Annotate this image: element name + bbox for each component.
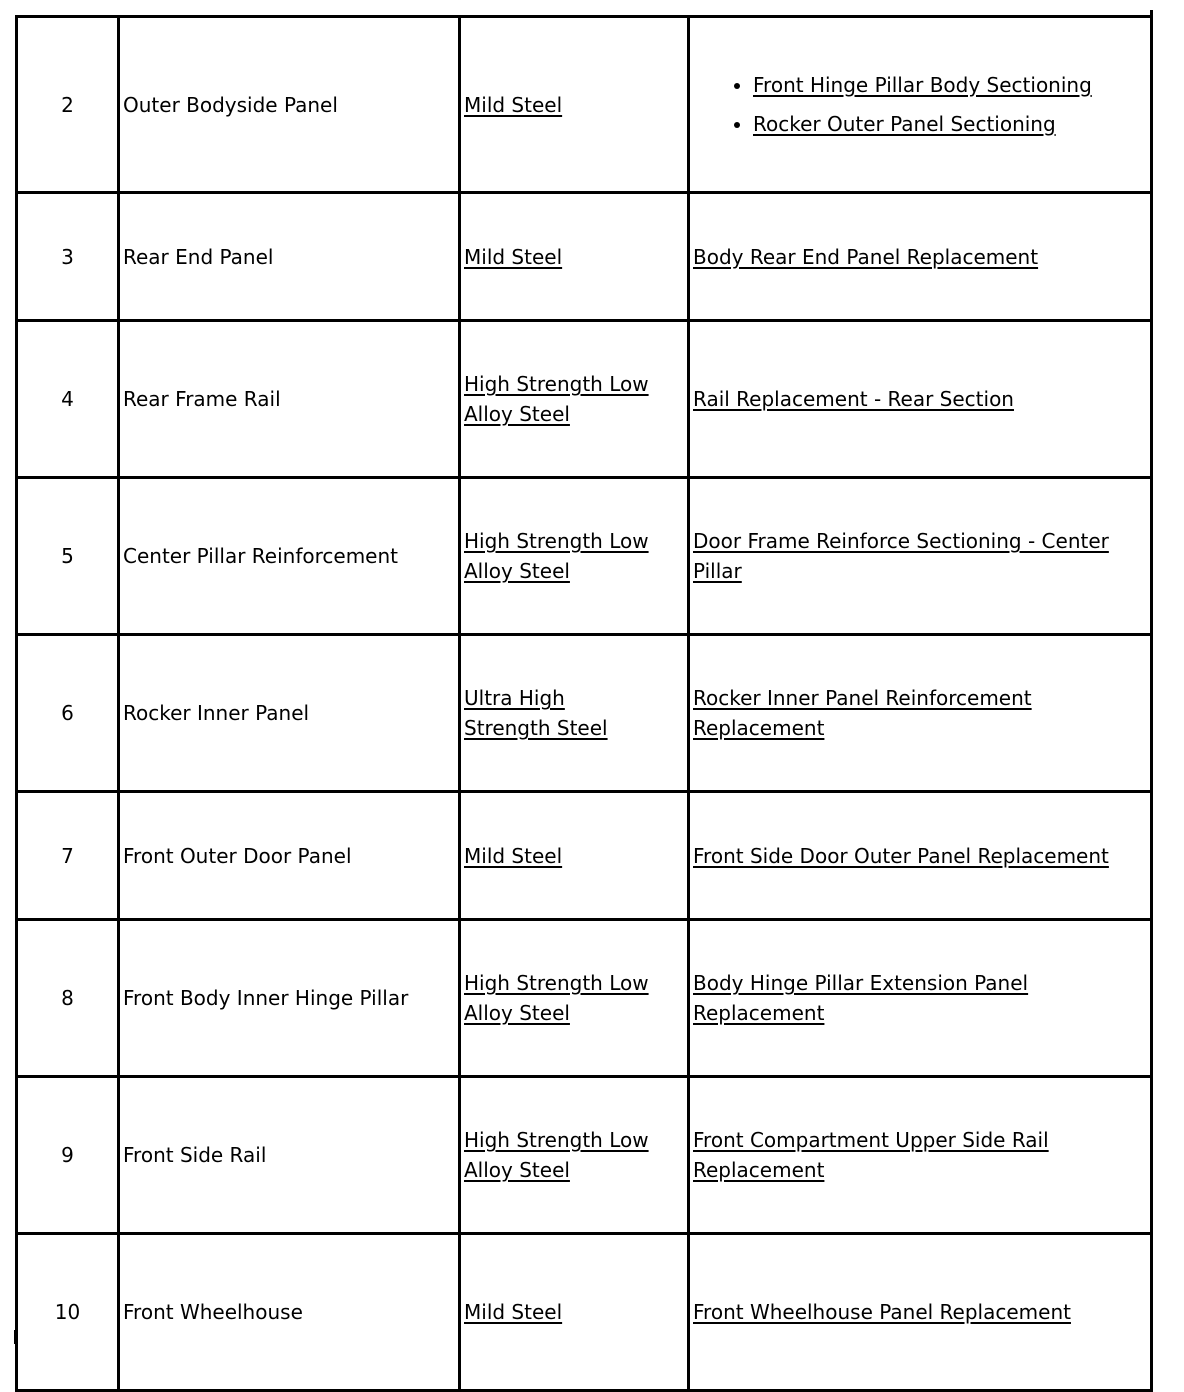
item-number: 2 — [18, 18, 120, 194]
table-row — [18, 793, 1153, 921]
material-cell — [461, 793, 690, 921]
material-cell — [461, 194, 690, 322]
part-name: Front Side Rail — [120, 1078, 461, 1235]
procedure-link[interactable]: Front Side Door Outer Panel Replacement — [693, 843, 1109, 868]
procedure-link[interactable]: Rocker Outer Panel Sectioning — [753, 111, 1056, 136]
list-item — [753, 105, 1150, 144]
table-row — [18, 322, 1153, 479]
part-name: Front Wheelhouse — [120, 1235, 461, 1392]
material-cell — [461, 18, 690, 194]
part-name: Rear End Panel — [120, 194, 461, 322]
part-name: Rocker Inner Panel — [120, 636, 461, 793]
material-cell — [461, 1235, 690, 1392]
material-cell — [461, 479, 690, 636]
item-number: 9 — [18, 1078, 120, 1235]
repair-procedure-cell — [690, 194, 1153, 322]
repair-procedure-cell — [690, 18, 1153, 194]
item-number: 7 — [18, 793, 120, 921]
repair-procedure-cell — [690, 479, 1153, 636]
procedure-link[interactable]: Front Hinge Pillar Body Sectioning — [753, 72, 1092, 97]
material-cell — [461, 1078, 690, 1235]
material-link[interactable]: High Strength Low Alloy Steel — [464, 372, 649, 426]
procedure-link[interactable]: Door Frame Reinforce Sectioning - Center Pillar — [693, 529, 1109, 583]
procedure-link[interactable]: Front Wheelhouse Panel Replacement — [693, 1300, 1071, 1324]
repair-procedure-cell — [690, 793, 1153, 921]
table-row — [18, 18, 1153, 194]
item-number: 4 — [18, 322, 120, 479]
table-row — [18, 1078, 1153, 1235]
material-link[interactable]: Ultra High Strength Steel — [464, 686, 608, 740]
material-link[interactable]: Mild Steel — [464, 92, 563, 117]
body-parts-table — [15, 15, 1153, 1392]
material-link[interactable]: High Strength Low Alloy Steel — [464, 1128, 649, 1182]
procedure-link[interactable]: Front Compartment Upper Side Rail Replacement — [693, 1128, 1049, 1182]
material-link[interactable]: Mild Steel — [464, 244, 563, 269]
page-left-rule — [14, 1330, 17, 1344]
table-row — [18, 636, 1153, 793]
repair-procedure-cell — [690, 1078, 1153, 1235]
material-cell — [461, 921, 690, 1078]
table-row — [18, 479, 1153, 636]
part-name: Outer Bodyside Panel — [120, 18, 461, 194]
item-number: 8 — [18, 921, 120, 1078]
material-cell — [461, 322, 690, 479]
repair-procedure-cell — [690, 921, 1153, 1078]
repair-procedure-cell — [690, 322, 1153, 479]
material-link[interactable]: High Strength Low Alloy Steel — [464, 971, 649, 1025]
item-number: 5 — [18, 479, 120, 636]
part-name: Rear Frame Rail — [120, 322, 461, 479]
procedure-link[interactable]: Rocker Inner Panel Reinforcement Replacement — [693, 686, 1032, 740]
procedure-link[interactable]: Body Rear End Panel Replacement — [693, 244, 1039, 269]
table-row — [18, 921, 1153, 1078]
page-right-rule — [1150, 10, 1153, 1344]
procedure-link[interactable]: Rail Replacement - Rear Section — [693, 387, 1014, 411]
procedure-list — [693, 66, 1150, 144]
item-number: 3 — [18, 194, 120, 322]
material-link[interactable]: Mild Steel — [464, 843, 563, 868]
item-number: 6 — [18, 636, 120, 793]
table-row — [18, 1235, 1153, 1392]
procedure-link[interactable]: Body Hinge Pillar Extension Panel Replacement — [693, 971, 1029, 1025]
table-row — [18, 194, 1153, 322]
part-name: Front Outer Door Panel — [120, 793, 461, 921]
part-name: Center Pillar Reinforcement — [120, 479, 461, 636]
part-name: Front Body Inner Hinge Pillar — [120, 921, 461, 1078]
item-number: 10 — [18, 1235, 120, 1392]
material-link[interactable]: High Strength Low Alloy Steel — [464, 529, 649, 583]
repair-procedure-cell — [690, 636, 1153, 793]
repair-procedure-cell — [690, 1235, 1153, 1392]
list-item — [753, 66, 1150, 105]
material-cell — [461, 636, 690, 793]
material-link[interactable]: Mild Steel — [464, 1300, 563, 1324]
